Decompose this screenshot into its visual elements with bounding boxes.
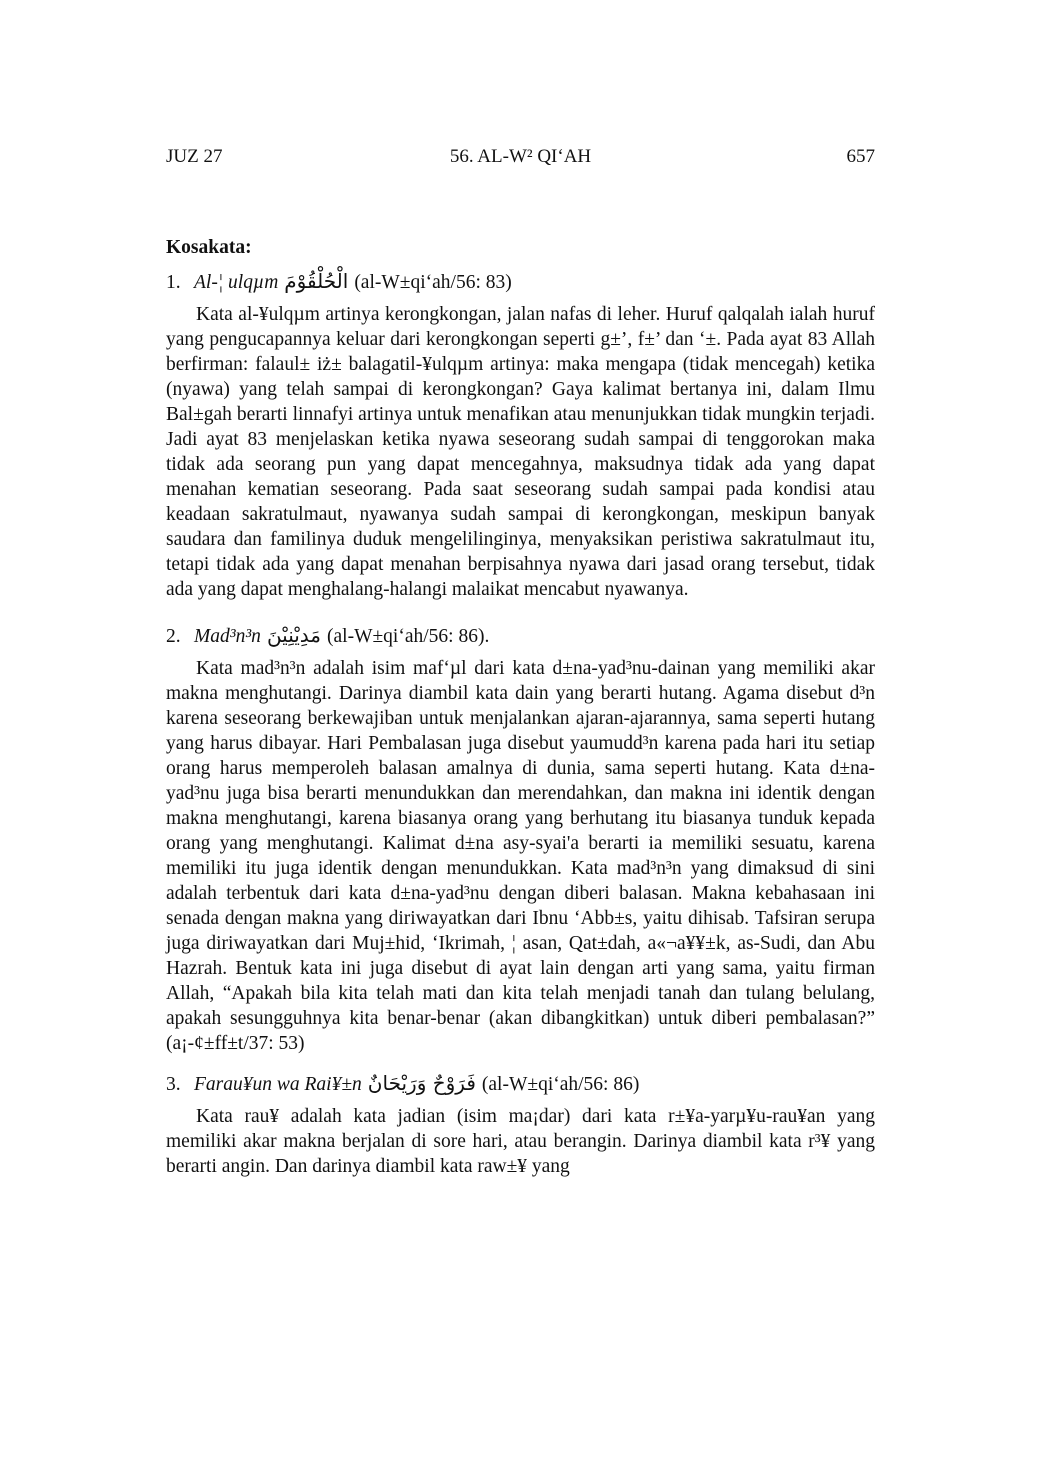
entry-number: 3. <box>166 1074 181 1095</box>
entry-term: Al-¦ ulqµm <box>194 272 279 293</box>
section-heading: Kosakata: <box>166 237 252 258</box>
running-header <box>166 146 875 172</box>
entry-reference: (al-W±qi‘ah/56: 86) <box>481 1074 640 1095</box>
entry-term: Farau¥un wa Rai¥±n <box>194 1074 362 1095</box>
entry-paragraph: Kata mad³n³n adalah isim maf‘µl dari kata d±na-yad³nu-dainan yang memiliki akar makna menghutangi. Darinya diambil kata dain yang berarti hutang. Agama disebut d³n karena seseorang berkewajiban untuk menjalankan ajaran-ajarannya, sama seperti hutang yang harus dibayar. Hari Pembalasan juga disebut yaumudd³n karena pada hari itu setiap orang harus memperoleh balasan amalnya di dunia, sama seperti hutang. Kata d±na-yad³nu juga bisa berarti menundukkan dan merendahkan, dan makna ini identik dengan makna menghutangi, karena biasanya orang yang berhutang itu biasanya tunduk kepada orang yang menghutangi. Kalimat d±na asy-syai'a berarti ia memiliki sesuatu, karena memiliki itu juga identik dengan menundukkan. Kata mad³n³n yang dimaksud di sini adalah terbentuk dari kata d±na-yad³nu dengan diberi balasan. Makna kebahasaan ini senada dengan makna yang diriwayatkan dari Ibnu ‘Abb±s, yaitu dihisab. Tafsiran serupa juga diriwayatkan dari Muj±hid, ‘Ikrimah, ¦ asan, Qat±dah, a«¬a¥¥±k, as-Sudi, dan Abu Hazrah. Bentuk kata ini juga disebut di ayat lain dengan arti yang sama, yaitu firman Allah, “Apakah bila kita telah mati dan kita telah menjadi tanah dan tulang belulang, apakah sesungguhnya kita benar-benar (akan dibangkitkan) untuk diberi pembalasan?” (a¡-¢±ff±t/37: 53) <box>166 658 875 1054</box>
entry-paragraph: Kata rau¥ adalah kata jadian (isim ma¡dar) dari kata r±¥a-yarµ¥u-rau¥an yang memiliki akar makna berjalan di sore hari, atau berangin. Darinya diambil kata r³¥ yang berarti angin. Dan darinya diambil kata raw±¥ yang <box>166 1106 875 1177</box>
vocab-entry <box>166 1070 875 1179</box>
arabic-term: مَدِيْنِيْنَ <box>266 623 322 647</box>
page-number: 657 <box>846 146 875 167</box>
arabic-term: فَرَوْحٌ وَرَيْحَانٌ <box>367 1071 476 1095</box>
entry-title <box>166 1070 875 1098</box>
entry-term: Mad³n³n <box>194 626 261 647</box>
vocab-entry <box>166 622 875 1056</box>
juz-label: JUZ 27 <box>166 146 223 167</box>
page-content <box>166 236 875 1193</box>
entry-paragraph: Kata al-¥ulqµm artinya kerongkongan, jalan nafas di leher. Huruf qalqalah ialah huruf yang pengucapannya keluar dari kerongkongan seperti g±’, f±’ dan ‘±. Pada ayat 83 Allah berfirman: falaul± iż± balagatil-¥ulqµm artinya: maka mengapa (tidak mencegah) ketika (nyawa) yang telah sampai di kerongkongan? Gaya kalimat bertanya ini, dalam Ilmu Bal±gah berarti linnafyi artinya untuk menafikan atau menunjukkan tidak mungkin terjadi. Jadi ayat 83 menjelaskan ketika nyawa seseorang sudah sampai di tenggorokan maka tidak ada seorang pun yang dapat mencegahnya, maksudnya tidak ada yang dapat menahan kematian seseorang. Pada saat seseorang sudah sampai pada kondisi atau keadaan sakratulmaut, nyawanya sudah sampai di kerongkongan, meskipun banyak saudara dan familinya duduk mengelilinginya, menyaksikan peristiwa sakratulmaut itu, tetapi tidak ada yang dapat menahan berpisahnya nyawa dari jasad orang tersebut, tidak ada yang dapat menghalang-halangi malaikat mencabut nyawanya. <box>166 304 875 600</box>
entry-reference: (al-W±qi‘ah/56: 83) <box>354 272 512 293</box>
entry-number: 2. <box>166 626 181 647</box>
entry-number: 1. <box>166 272 181 293</box>
entry-title <box>166 268 875 296</box>
entry-reference: (al-W±qi‘ah/56: 86). <box>327 626 490 647</box>
chapter-title: 56. AL-W² QI‘AH <box>449 146 592 167</box>
arabic-term: الْحُلْقُوْمَ <box>284 269 349 293</box>
entry-title <box>166 622 875 650</box>
vocab-entry <box>166 268 875 602</box>
